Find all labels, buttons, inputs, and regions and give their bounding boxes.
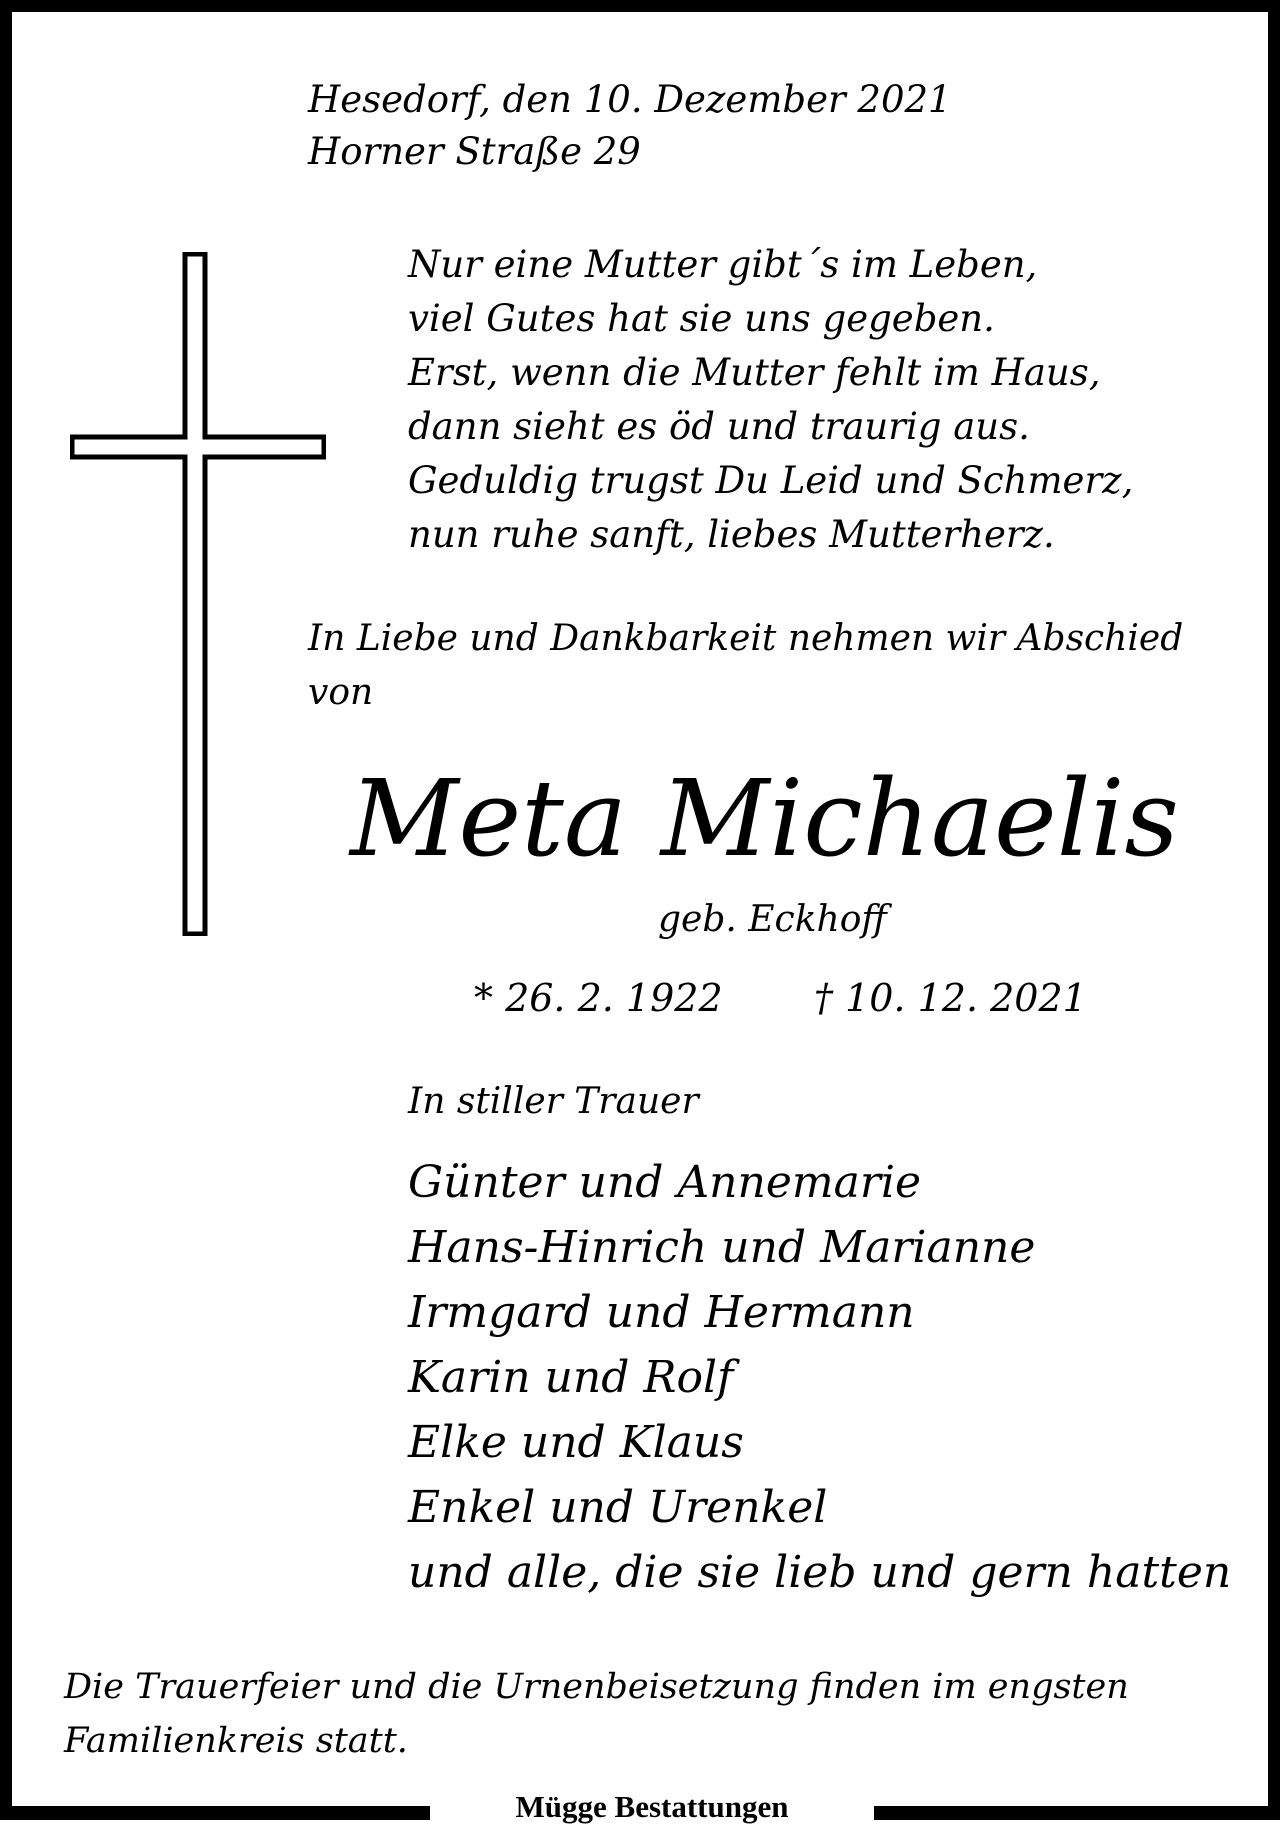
ceremony-line: Die Trauerfeier und die Urnenbeisetzung finden im engsten xyxy=(64,1667,1129,1707)
deceased-name: Meta Michaelis xyxy=(350,757,1179,880)
ceremony-note xyxy=(64,1660,1129,1768)
mourner-line: Irmgard und Hermann xyxy=(408,1287,915,1338)
poem-line: viel Gutes hat sie uns gegeben. xyxy=(408,297,995,340)
birth-date: * 26. 2. 1922 xyxy=(474,976,723,1020)
poem xyxy=(408,238,1133,562)
address: Horner Straße 29 xyxy=(308,130,641,173)
poem-line: Erst, wenn die Mutter fehlt im Haus, xyxy=(408,351,1101,394)
funeral-home-name: Mügge Bestattungen xyxy=(515,1789,789,1824)
mourner-line: und alle, die sie lieb und gern hatten xyxy=(408,1547,1232,1598)
cross-icon xyxy=(70,252,326,936)
header xyxy=(308,74,952,178)
poem-line: Nur eine Mutter gibt´s im Leben, xyxy=(408,243,1038,286)
mourner-line: Elke und Klaus xyxy=(408,1417,744,1468)
mourner-line: Hans-Hinrich und Marianne xyxy=(408,1222,1036,1273)
poem-line: Geduldig trugst Du Leid und Schmerz, xyxy=(408,459,1134,502)
poem-line: nun ruhe sanft, liebes Mutterherz. xyxy=(408,513,1055,556)
ceremony-line: Familienkreis statt. xyxy=(64,1721,408,1761)
mourning-label: In stiller Trauer xyxy=(408,1081,699,1122)
mourner-line: Karin und Rolf xyxy=(408,1352,734,1403)
poem-line: dann sieht es öd und traurig aus. xyxy=(408,405,1030,448)
farewell-text xyxy=(308,612,1248,720)
farewell-line: von xyxy=(308,672,374,713)
place-date: Hesedorf, den 10. Dezember 2021 xyxy=(308,78,952,121)
death-date: † 10. 12. 2021 xyxy=(814,976,1087,1020)
mourner-line: Günter und Annemarie xyxy=(408,1157,921,1208)
farewell-line: In Liebe und Dankbarkeit nehmen wir Abschied xyxy=(308,618,1184,659)
maiden-name: geb. Eckhoff xyxy=(658,899,887,940)
mourners-list xyxy=(408,1150,1231,1605)
mourner-line: Enkel und Urenkel xyxy=(408,1482,828,1533)
